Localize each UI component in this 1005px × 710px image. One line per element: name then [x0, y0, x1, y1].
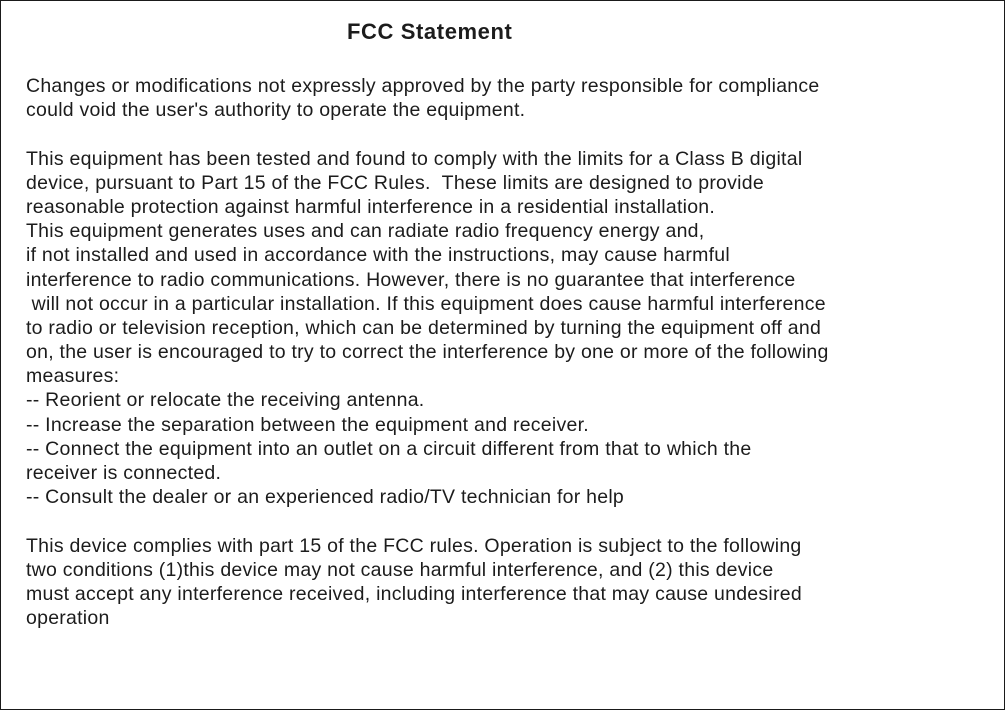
text-line: will not occur in a particular installation. If this equipment does cause harmful interference	[26, 292, 826, 315]
paragraph-spacer	[26, 509, 1001, 533]
text-line: Changes or modifications not expressly approved by the party responsible for compliance	[26, 75, 820, 97]
text-line: two conditions (1)this device may not cause harmful interference, and (2) this device	[26, 558, 774, 581]
text-line: This device complies with part 15 of the FCC rules. Operation is subject to the following	[26, 534, 802, 557]
text-line: operation	[26, 607, 110, 630]
document-body	[26, 74, 1001, 630]
paragraph-modifications-warning	[26, 74, 1001, 122]
measure-item: -- Increase the separation between the equipment and receiver.	[26, 413, 589, 436]
text-line: reasonable protection against harmful interference in a residential installation.	[26, 195, 716, 218]
measure-item: -- Connect the equipment into an outlet on a circuit different from that to which the	[26, 437, 752, 460]
text-line: This equipment generates uses and can radiate radio frequency energy and,	[26, 220, 705, 243]
text-line: device, pursuant to Part 15 of the FCC Rules. These limits are designed to provide	[26, 171, 764, 194]
text-line: to radio or television reception, which can be determined by turning the equipment off and	[26, 316, 822, 339]
paragraph-part-15-conditions	[26, 534, 1001, 631]
document-title: FCC Statement	[347, 19, 513, 44]
text-line: measures:	[26, 365, 120, 388]
measure-item: -- Consult the dealer or an experienced radio/TV technician for help	[26, 486, 624, 509]
paragraph-spacer	[26, 122, 1001, 146]
text-line: This equipment has been tested and found to comply with the limits for a Class B digital	[26, 147, 803, 170]
measure-item: -- Reorient or relocate the receiving antenna.	[26, 389, 425, 412]
paragraph-class-b-compliance	[26, 147, 1001, 510]
text-line: must accept any interference received, including interference that may cause undesired	[26, 582, 802, 605]
text-line: if not installed and used in accordance with the instructions, may cause harmful	[26, 244, 730, 267]
measure-item-continued: receiver is connected.	[26, 462, 222, 484]
text-line: on, the user is encouraged to try to correct the interference by one or more of the following	[26, 341, 829, 364]
text-line: could void the user's authority to operate the equipment.	[26, 99, 526, 122]
text-line: interference to radio communications. However, there is no guarantee that interference	[26, 268, 796, 291]
